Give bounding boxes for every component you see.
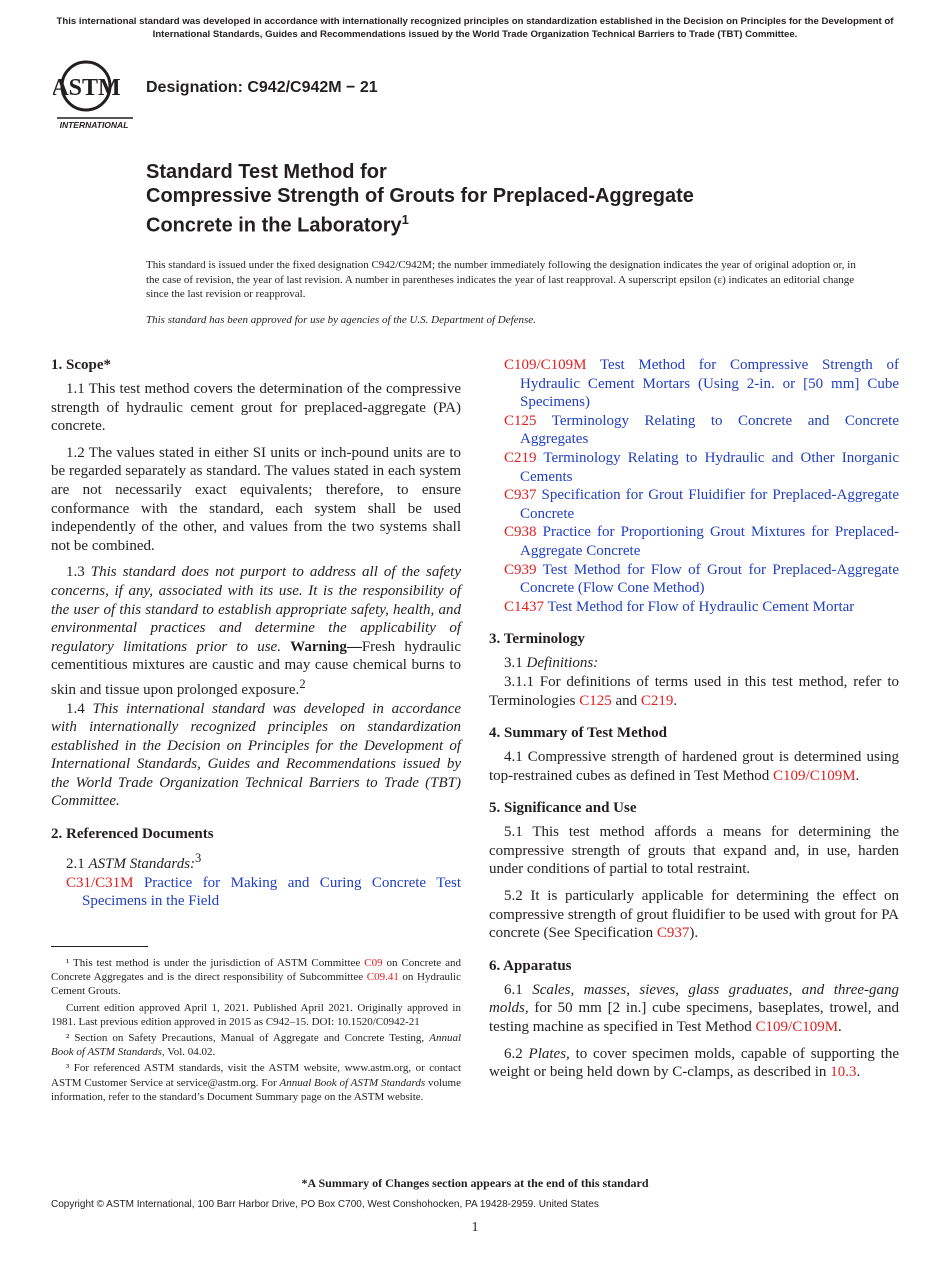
astm-standards-label: ASTM Standards: (88, 856, 196, 873)
left-column (51, 356, 461, 911)
reference-code-link[interactable]: C31/C31M (66, 874, 134, 891)
ref-link-10-3[interactable]: 10.3 (830, 1064, 857, 1081)
reference-code-link[interactable]: C938 (504, 524, 537, 541)
reference-code-link[interactable]: C109/C109M (504, 357, 587, 373)
reference-title-link[interactable]: Test Method for Flow of Grout for Preplaced-Aggregate Concrete (Flow Cone Method) (520, 561, 899, 597)
ref-link-c125[interactable]: C125 (579, 692, 612, 709)
footnote-mark: 2 (299, 676, 306, 691)
reference-title-link[interactable]: Test Method for Flow of Hydraulic Cement Mortar (547, 598, 855, 615)
designation: Designation: C942/C942M − 21 (146, 79, 378, 96)
reference-item[interactable] (489, 412, 899, 449)
para-1-4-italic: This international standard was developed in accordance with internationally recognized principles on standardization established in the Decision on Principles for the Development of International Standards, Guides and Recommendations issued by the World Trade Organization Technical Barriers to Trade (TBT) Committee. (51, 700, 462, 810)
para-6-1 (489, 981, 899, 1037)
title-line-1: Standard Test Method for (146, 161, 387, 183)
reference-item[interactable] (489, 486, 899, 523)
footnote-mark: 3 (195, 851, 202, 866)
para-text: 4.1 Compressive strength of hardened grout is determined using top-restrained cubes as defined in Test Method (489, 749, 899, 784)
summary-of-changes-note: *A Summary of Changes section appears at the end of this standard (301, 1176, 649, 1190)
reference-code-link[interactable]: C1437 (504, 598, 545, 615)
reference-title-link[interactable]: Practice for Proportioning Grout Mixtures for Preplaced-Aggregate Concrete (520, 524, 899, 559)
para-text: 5.2 It is particularly applicable for determining the effect on compressive strength of grout fluidifier to be used with grout for PA concrete (See Specification (489, 888, 899, 942)
title-footnote-mark: 1 (401, 212, 409, 227)
issue-note: This standard is issued under the fixed designation C942/C942M; the number immediately following the designation indicates the year of original adoption or, in the case of revision, the year of last revision. A number in parentheses indicates the year of last reapproval. A superscript epsilon (ε) indicates an editorial change since the last revision or reapproval. (146, 259, 856, 301)
footnote-1 (51, 956, 461, 999)
reference-title-link[interactable]: Terminology Relating to Hydraulic and Other Inorganic Cements (520, 449, 899, 485)
ref-link-c219[interactable]: C219 (640, 692, 674, 709)
section-heading-scope: 1. Scope* (51, 357, 111, 373)
reference-title-link[interactable]: Terminology Relating to Concrete and Concrete Aggregates (520, 412, 900, 448)
para-1-3 (51, 563, 461, 699)
astm-logo (53, 56, 135, 132)
logo-org: INTERNATIONAL (59, 120, 129, 130)
footnote-text: on Hydraulic Cement Grouts. (51, 971, 461, 998)
ref-link-c109[interactable]: C109/C109M (773, 767, 856, 784)
para-text: . (855, 767, 860, 784)
copyright: Copyright © ASTM International, 100 Barr Harbor Drive, PO Box C700, West Conshohocken, PA 19428-2959. United States (51, 1199, 599, 1210)
reference-item[interactable] (489, 356, 899, 412)
warning-label: Warning— (290, 638, 362, 655)
document-title (146, 160, 886, 238)
para-num: 3.1 (504, 655, 523, 672)
para-text: 3.1.1 For definitions of terms used in this test method, refer to Terminologies (489, 673, 899, 709)
reference-title-link[interactable]: Test Method for Compressive Strength of Hydraulic Cement Mortars (Using 2-in. or [50 mm] Cube Specimens) (520, 357, 899, 411)
para-3-1 (489, 654, 899, 673)
para-6-2-italic: Plates, (528, 1045, 570, 1062)
footnote-text: on Concrete and Concrete Aggregates and is the direct responsibility of Subcommittee (51, 957, 461, 984)
footnote-2 (51, 1031, 461, 1059)
para-6-2 (489, 1045, 899, 1082)
reference-item[interactable] (489, 449, 899, 486)
section-heading-terminology: 3. Terminology (489, 631, 585, 648)
footnote-divider (51, 946, 148, 947)
reference-code-link[interactable]: C125 (504, 412, 537, 429)
para-num: 2.1 (66, 856, 85, 873)
section-heading-significance: 5. Significance and Use (489, 800, 637, 817)
reference-item[interactable] (489, 561, 899, 598)
committee-link[interactable]: C09 (364, 957, 383, 969)
para-text: . (856, 1064, 861, 1081)
tbt-banner: This international standard was developed in accordance with internationally recognized principles on standardization established in the Decision on Principles for the Development of International Standards, Guides and Recommendations issued by the World Trade Organization Technical Barriers to Trade (TBT) Committee. (56, 16, 894, 40)
section-heading-apparatus: 6. Apparatus (489, 957, 572, 974)
page-number: 1 (471, 1220, 479, 1235)
para-5-2 (489, 887, 899, 943)
reference-item[interactable] (51, 874, 461, 911)
para-text: for 50 mm [2 in.] cube specimens, baseplates, trowel, and testing machine as specified in Test Method (489, 1000, 899, 1036)
reference-title-link[interactable]: Practice for Making and Curing Concrete Test Specimens in the Field (82, 874, 461, 910)
para-1-2: 1.2 The values stated in either SI units or inch-pound units are to be regarded separately as standard. The values stated in each system are not necessarily exact equivalents; therefore, to ensure conformance with the standard, each system shall be used independently of the other, and values from the two systems shall not be combined. (51, 444, 461, 554)
reference-item[interactable] (489, 598, 899, 617)
para-3-1-1 (489, 673, 899, 710)
title-line-3: Concrete in the Laboratory (146, 214, 402, 237)
para-2-1 (51, 849, 461, 874)
reference-title-link[interactable]: Specification for Grout Fluidifier for Preplaced-Aggregate Concrete (520, 487, 900, 522)
para-num: 6.2 (504, 1045, 523, 1062)
warning-text: Fresh hydraulic cementitious mixtures are caustic and may cause chemical burns to skin and tissue upon prolonged exposure. (51, 638, 461, 698)
footnote-text: Vol. 04.02. (164, 1046, 216, 1059)
logo-letters: ASTM (53, 75, 121, 101)
title-line-2: Compressive Strength of Grouts for Preplaced-Aggregate (146, 185, 694, 207)
reference-code-link[interactable]: C939 (504, 561, 537, 578)
para-text: ). (689, 925, 699, 942)
right-column (489, 356, 899, 1082)
footnote-text: ¹ This test method is under the jurisdiction of ASTM Committee (66, 957, 365, 969)
footnote-edition: Current edition approved April 1, 2021. Published April 2021. Originally approved in 1981. Last previous edition approved in 2015 as C942–15. DOI: 10.1520/C0942-21 (51, 1001, 461, 1028)
para-5-1: 5.1 This test method affords a means for determining the compressive strength of grouts that expand and, in use, harden under conditions of partial to total restraint. (489, 824, 899, 878)
para-4-1 (489, 748, 899, 785)
reference-code-link[interactable]: C937 (504, 487, 537, 504)
section-heading-refdocs: 2. Referenced Documents (51, 826, 214, 843)
para-text: . (673, 692, 678, 709)
para-1-4 (51, 700, 461, 812)
para-text: and (611, 692, 641, 709)
footnote-text: ³ For referenced ASTM standards, visit the ASTM website, www.astm.org, or contact ASTM Customer Service at service@astm.org. For (51, 1062, 461, 1089)
para-1-3-italic: This standard does not purport to address all of the safety concerns, if any, associated with its use. It is the responsibility of the user of this standard to establish appropriate safety, health, and environmental practices and determine the applicability of regulatory limitations prior to use. (51, 564, 461, 655)
footnote-italic: Annual Book of ASTM Standards, (51, 1032, 461, 1059)
para-text: . (838, 1019, 842, 1036)
subcommittee-link[interactable]: C09.41 (366, 971, 399, 984)
para-6-1-italic: Scales, masses, sieves, glass graduates, and three-gang molds, (489, 981, 899, 1017)
section-heading-summary: 4. Summary of Test Method (489, 725, 667, 742)
para-1-1: 1.1 This test method covers the determination of the compressive strength of hydraulic cement grout for preplaced-aggregate (PA) concrete. (51, 381, 461, 435)
dod-note: This standard has been approved for use by agencies of the U.S. Department of Defense. (146, 314, 536, 326)
para-num: 6.1 (504, 981, 523, 998)
para-num: 1.4 (66, 700, 85, 717)
footnote-3 (51, 1061, 461, 1104)
ref-link-c109[interactable]: C109/C109M (755, 1019, 839, 1036)
reference-code-link[interactable]: C219 (504, 449, 537, 466)
footnote-text: ² Section on Safety Precautions, Manual of Aggregate and Concrete Testing, (66, 1032, 430, 1045)
footnote-text: volume information, refer to the standard’s Document Summary page on the ASTM website. (51, 1076, 461, 1103)
footnotes (51, 956, 461, 1106)
para-text: to cover specimen molds, capable of supporting the weight or being held down by C-clamps, as described in (489, 1045, 899, 1081)
reference-item[interactable] (489, 523, 899, 560)
ref-link-c937[interactable]: C937 (656, 925, 690, 942)
para-num: 1.3 (66, 564, 85, 581)
definitions-label: Definitions: (526, 655, 599, 672)
footnote-italic: Annual Book of ASTM Standards (279, 1076, 426, 1089)
